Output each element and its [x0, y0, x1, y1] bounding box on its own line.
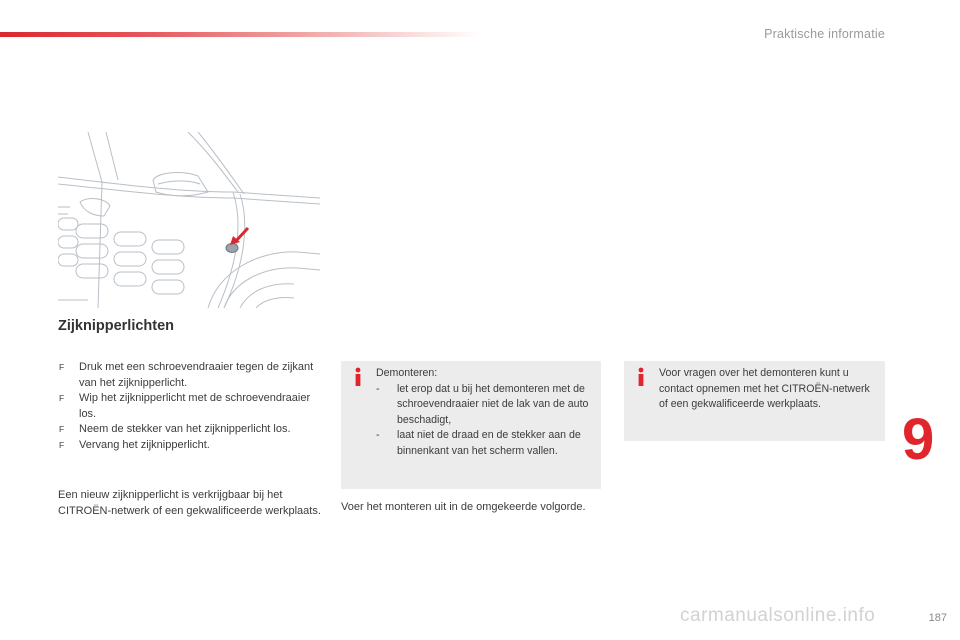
chapter-number: 9 — [902, 407, 935, 472]
list-item — [58, 422, 328, 438]
dash-marker: - — [376, 382, 380, 395]
step-text: Wip het zijknipperlicht met de schroevendraaier los. — [79, 392, 311, 420]
info-box-contact-text: Voor vragen over het demonteren kunt u contact opnemen met het CITROËN-netwerk of een gekwalificeerde werkplaats. — [659, 367, 870, 410]
header-section-title: Praktische informatie — [764, 27, 885, 41]
info-icon — [635, 367, 647, 387]
info-box-contact — [624, 361, 885, 441]
step-text: Neem de stekker van het zijknipperlicht los. — [79, 423, 291, 435]
step-text: Druk met een schroevendraaier tegen de zijkant van het zijknipperlicht. — [79, 361, 314, 389]
list-item — [58, 391, 328, 422]
list-item — [376, 428, 595, 459]
info-item-text: let erop dat u bij het demonteren met de schroevendraaier niet de lak van de auto beschadigt, — [397, 382, 589, 426]
car-side-indicator-figure — [58, 132, 320, 308]
info-icon — [352, 367, 364, 387]
section-title: Zijknipperlichten — [58, 318, 175, 334]
availability-note: Een nieuw zijknipperlicht is verkrijgbaar bij het CITROËN-netwerk of een gekwalificeerde werkplaats. — [58, 489, 321, 517]
info-box-removal-text — [376, 366, 595, 459]
list-item — [58, 438, 328, 454]
header-accent-bar — [0, 32, 480, 37]
steps-list — [58, 360, 328, 453]
bullet-icon: F — [59, 439, 65, 450]
bullet-icon: F — [59, 424, 65, 434]
dash-marker: - — [376, 429, 380, 441]
page-number: 187 — [928, 612, 947, 624]
bullet-icon: F — [59, 393, 65, 403]
info-item-text: laat niet de draad en de stekker aan de binnenkant van het scherm vallen. — [397, 429, 581, 457]
list-item — [376, 382, 595, 429]
list-item — [58, 360, 328, 391]
watermark: carmanualsonline.info — [680, 605, 876, 626]
info-box-removal — [341, 361, 601, 489]
step-text: Vervang het zijknipperlicht. — [79, 438, 210, 451]
remount-note: Voer het monteren uit in de omgekeerde volgorde. — [341, 501, 586, 513]
bullet-icon: F — [59, 362, 65, 372]
info-box-heading: Demonteren: — [376, 367, 438, 379]
